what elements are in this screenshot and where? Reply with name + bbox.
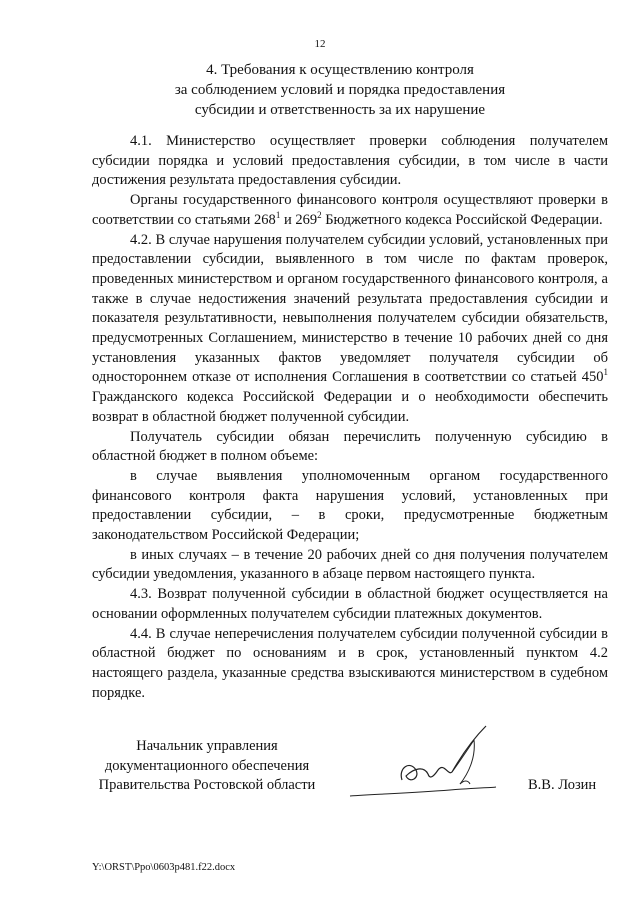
signatory-name: В.В. Лозин (528, 777, 597, 793)
text-run: Органы государственного финансового контроля осуществляют проверки в соответствии со статьями 268 (92, 192, 608, 228)
signatory-title-line: Правительства Ростовской области (98, 777, 316, 793)
heading-line: за соблюдением условий и порядка предоставления (174, 82, 506, 98)
superscript: 1 (275, 209, 281, 220)
text-run: Гражданского кодекса Российской Федерации и о необходимости обеспечить возврат в областной бюджет полученной субсидии. (92, 389, 608, 425)
section-heading (90, 60, 590, 120)
signatory-title-line: документационного обеспечения (104, 757, 310, 774)
document-body (92, 132, 608, 703)
text-run: 4.2. В случае нарушения получателем субсидии условий, установленных при предоставлении субсидии, выявленного в том числе по фактам проверок, проведенных министерством и органом государственного финансового контроля, а также в случае недостижения значений результата предоставления субсидии и показателя результативности, невыполнения получателем субсидии обязательств, предусмотренных Соглашением, министерство в течение 10 рабочих дней со дня установления указанных фактов уведомляет получателя субсидии об одностороннем отказе от исполнения Соглашения в соответствии со статьей 450 (92, 231, 608, 386)
heading-line: субсидии и ответственность за их нарушение (194, 102, 486, 118)
paragraph-4-3: 4.3. Возврат полученной субсидии в областной бюджет осуществляется на основании оформленных получателем субсидии платежных документов. (92, 586, 608, 622)
page-number: 12 (314, 38, 326, 50)
paragraph-case-other: в иных случаях – в течение 20 рабочих дней со дня получения получателем субсидии уведомления, указанного в абзаце первом настоящего пункта. (92, 546, 608, 583)
signatory-title-line: Начальник управления (136, 738, 278, 754)
text-run: и 269 (280, 211, 318, 228)
paragraph-4-4: 4.4. В случае неперечисления получателем субсидии полученной субсидии в областной бюджет по основаниям и в срок, установленный пунктом 4.2 настоящего раздела, указанные средства взыскиваются министерством в судебном порядке. (92, 625, 608, 701)
heading-line: 4. Требования к осуществлению контроля (206, 62, 474, 78)
paragraph-control-bodies (92, 191, 608, 230)
paragraph-recipient-obligation: Получатель субсидии обязан перечислить полученную субсидию в областной бюджет в полном объеме: (92, 428, 608, 465)
handwritten-signature (340, 718, 500, 808)
file-path-footer: Y:\ORST\Ppo\0603p481.f22.docx (92, 862, 236, 873)
paragraph-case-violation: в случае выявления уполномоченным органом государственного финансового контроля факта нарушения условий, установленных при предоставлении субсидии, – в сроки, предусмотренные бюджетным законодательством Российской Федерации; (92, 467, 608, 544)
paragraph-4-2 (92, 231, 608, 428)
text-run: Бюджетного кодекса Российской Федерации. (321, 211, 603, 228)
superscript: 1 (603, 367, 608, 378)
signatory-title (92, 737, 322, 796)
paragraph-4-1: 4.1. Министерство осуществляет проверки соблюдения получателем субсидии порядка и условий предоставления субсидии, в том числе в части достижения результата предоставления субсидии. (92, 133, 608, 189)
superscript: 2 (317, 209, 322, 220)
